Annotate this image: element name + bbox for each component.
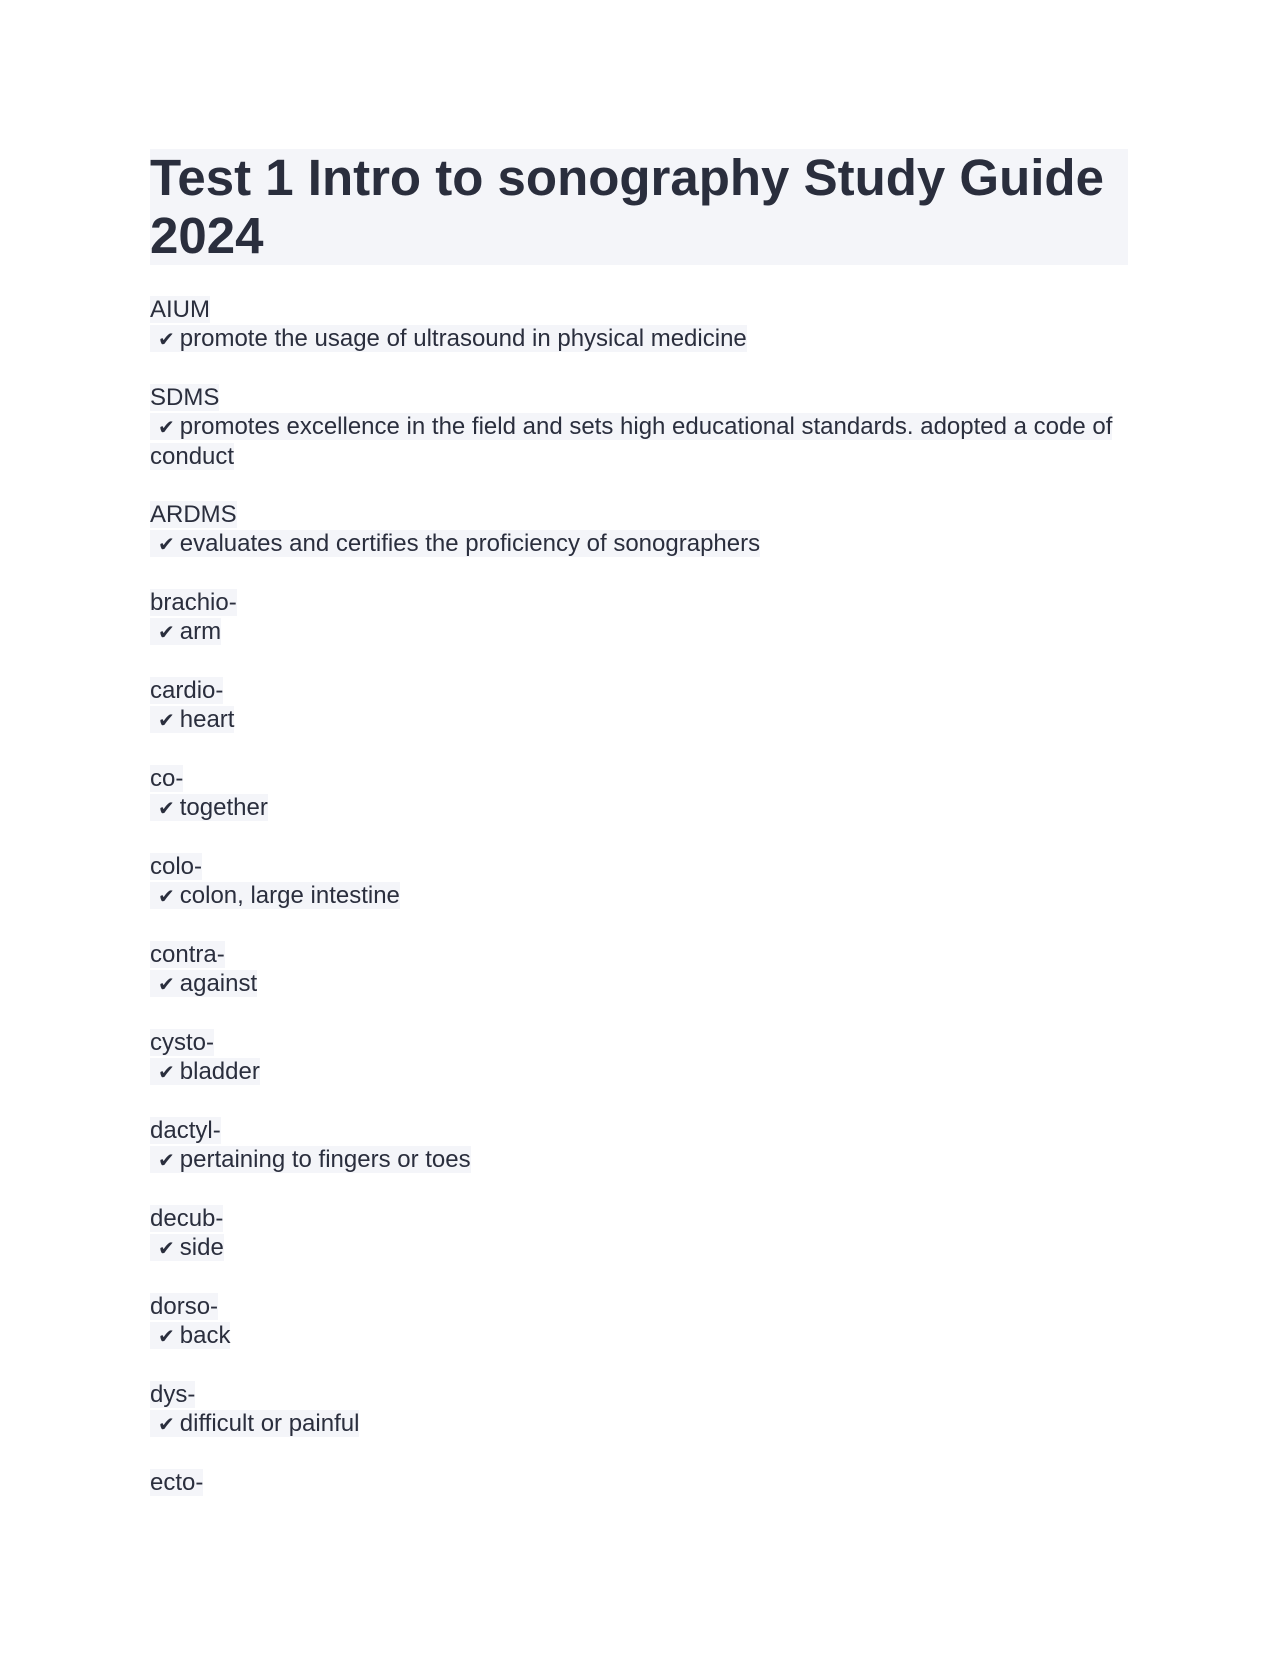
definition: [150, 882, 400, 909]
definition-text: side: [179, 1234, 224, 1261]
definition-text: back: [179, 1322, 231, 1349]
term: ecto-: [150, 1469, 204, 1496]
checkmark-icon: ✔: [158, 1060, 175, 1084]
definition: [150, 1322, 230, 1349]
list-item: [150, 295, 1128, 354]
list-item: [150, 1204, 1128, 1263]
term: contra-: [150, 941, 225, 968]
term: colo-: [150, 853, 203, 880]
definition: [150, 1234, 224, 1261]
definition: [150, 530, 760, 557]
checkmark-icon: ✔: [158, 532, 175, 556]
checkmark-icon: ✔: [158, 1236, 175, 1260]
term: cardio-: [150, 677, 224, 704]
term: ARDMS: [150, 501, 237, 528]
definition: [150, 618, 221, 645]
definition: [150, 970, 257, 997]
definition-text: together: [179, 794, 268, 821]
list-item: [150, 383, 1128, 471]
list-item: [150, 1380, 1128, 1439]
definition-text: heart: [179, 706, 235, 733]
term: SDMS: [150, 384, 220, 411]
list-item: [150, 588, 1128, 647]
definition-text: promotes excellence in the field and sets high educational standards. adopted a code of conduct: [150, 413, 1113, 470]
term: co-: [150, 765, 184, 792]
term: AIUM: [150, 296, 210, 323]
definition: [150, 1058, 260, 1085]
definition-text: bladder: [179, 1058, 260, 1085]
definition-text: colon, large intestine: [179, 882, 400, 909]
checkmark-icon: ✔: [158, 1324, 175, 1348]
term: dys-: [150, 1381, 196, 1408]
list-item: [150, 500, 1128, 559]
list-item: [150, 852, 1128, 911]
list-item: [150, 764, 1128, 823]
checkmark-icon: ✔: [158, 620, 175, 644]
checkmark-icon: ✔: [158, 972, 175, 996]
definition-text: pertaining to fingers or toes: [179, 1146, 471, 1173]
term: cysto-: [150, 1029, 215, 1056]
term: brachio-: [150, 589, 237, 616]
definition: [150, 706, 234, 733]
list-item: [150, 1468, 1128, 1497]
definition: [150, 1146, 471, 1173]
definition: [150, 794, 268, 821]
checkmark-icon: ✔: [158, 415, 175, 439]
term: decub-: [150, 1205, 224, 1232]
term-list: [150, 295, 1128, 1497]
checkmark-icon: ✔: [158, 708, 175, 732]
definition: [150, 413, 1112, 470]
checkmark-icon: ✔: [158, 796, 175, 820]
document-page: [150, 149, 1128, 1526]
term: dactyl-: [150, 1117, 221, 1144]
page-title: Test 1 Intro to sonography Study Guide 2024: [150, 149, 1128, 265]
checkmark-icon: ✔: [158, 1148, 175, 1172]
definition: [150, 325, 747, 352]
definition-text: against: [179, 970, 258, 997]
checkmark-icon: ✔: [158, 327, 175, 351]
definition: [150, 1410, 359, 1437]
list-item: [150, 1292, 1128, 1351]
definition-text: evaluates and certifies the proficiency of sonographers: [179, 530, 761, 557]
definition-text: promote the usage of ultrasound in physical medicine: [179, 325, 747, 352]
term: dorso-: [150, 1293, 219, 1320]
list-item: [150, 940, 1128, 999]
definition-text: arm: [179, 618, 222, 645]
list-item: [150, 1116, 1128, 1175]
definition-text: difficult or painful: [179, 1410, 360, 1437]
checkmark-icon: ✔: [158, 1412, 175, 1436]
list-item: [150, 1028, 1128, 1087]
list-item: [150, 676, 1128, 735]
checkmark-icon: ✔: [158, 884, 175, 908]
